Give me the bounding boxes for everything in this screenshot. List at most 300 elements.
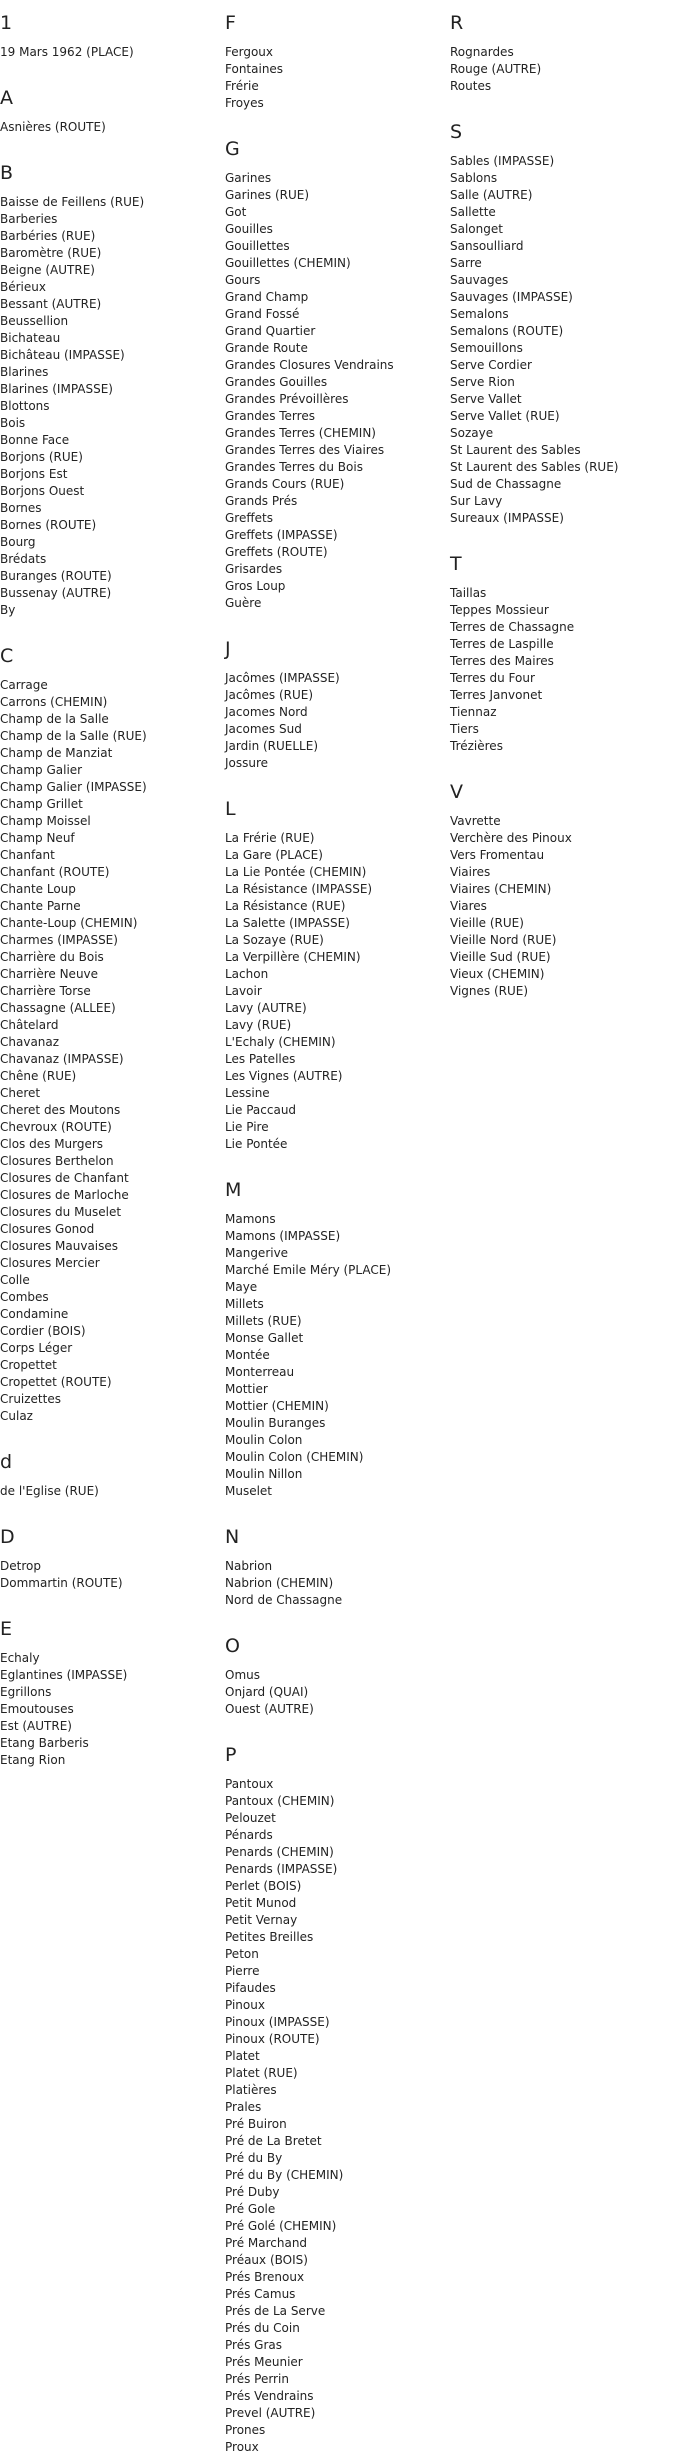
street-link[interactable]: Barbéries (RUE) (0, 229, 96, 243)
street-link[interactable]: L'Echaly (CHEMIN) (225, 1035, 336, 1049)
street-link[interactable]: Charrière Torse (0, 984, 91, 998)
street-link[interactable]: Lavy (RUE) (225, 1018, 292, 1032)
street-link[interactable]: Champ Moissel (0, 814, 91, 828)
street-link[interactable]: Verchère des Pinoux (450, 831, 572, 845)
street-link[interactable]: Vieux (CHEMIN) (450, 967, 545, 981)
street-link[interactable]: Jardin (RUELLE) (225, 739, 319, 753)
street-link[interactable]: Sauvages (450, 273, 509, 287)
letter-section (225, 798, 445, 1153)
street-link[interactable]: Gouillettes (CHEMIN) (225, 256, 351, 270)
street-link[interactable]: Serve Vallet (450, 392, 522, 406)
street-link[interactable]: Chevroux (ROUTE) (0, 1120, 112, 1134)
street-link[interactable]: Pré de La Bretet (225, 2134, 322, 2148)
street-link[interactable]: Vieille Sud (RUE) (450, 950, 551, 964)
street-link[interactable]: Asnières (ROUTE) (0, 120, 106, 134)
street-link[interactable]: Charmes (IMPASSE) (0, 933, 118, 947)
street-link[interactable]: Lessine (225, 1086, 270, 1100)
street-link[interactable]: Terres de Laspille (450, 637, 554, 651)
street-link[interactable]: Maye (225, 1280, 258, 1294)
street-link[interactable]: Mamons (IMPASSE) (225, 1229, 341, 1243)
street-link[interactable]: Greffets (IMPASSE) (225, 528, 338, 542)
street-link[interactable]: Carrons (CHEMIN) (0, 695, 108, 709)
street-link[interactable]: Salle (AUTRE) (450, 188, 533, 202)
letter-section (450, 781, 670, 1000)
street-link[interactable]: Baromètre (RUE) (0, 246, 102, 260)
street-link[interactable]: Sablons (450, 171, 498, 185)
street-link[interactable]: Pré Gole (225, 2202, 276, 2216)
street-list (225, 170, 445, 612)
street-link[interactable]: Buranges (ROUTE) (0, 569, 112, 583)
street-link[interactable]: Millets (225, 1297, 264, 1311)
street-link[interactable]: Champ de la Salle (0, 712, 109, 726)
letter-section (225, 1179, 445, 1500)
street-link[interactable]: Moulin Nillon (225, 1467, 303, 1481)
street-link[interactable]: Pantoux (CHEMIN) (225, 1794, 335, 1808)
street-link[interactable]: Grand Fossé (225, 307, 300, 321)
street-link[interactable]: Mottier (225, 1382, 268, 1396)
street-link[interactable]: Ouest (AUTRE) (225, 1702, 314, 1716)
street-link[interactable]: Terres du Four (450, 671, 535, 685)
street-link[interactable]: Serve Cordier (450, 358, 532, 372)
street-link[interactable]: Greffets (225, 511, 273, 525)
street-link[interactable]: Prés Vendrains (225, 2389, 314, 2403)
street-link[interactable]: Pierre (225, 1964, 260, 1978)
street-link[interactable]: By (0, 603, 16, 617)
section-letter-heading: S (450, 121, 463, 143)
street-link[interactable]: Les Patelles (225, 1052, 296, 1066)
street-link[interactable]: Beigne (AUTRE) (0, 263, 95, 277)
street-link[interactable]: Gouilles (225, 222, 273, 236)
street-link[interactable]: Jacômes (RUE) (225, 688, 314, 702)
street-link[interactable]: Trézières (450, 739, 503, 753)
street-link[interactable]: Petit Munod (225, 1896, 297, 1910)
street-link[interactable]: Chante-Loup (CHEMIN) (0, 916, 138, 930)
street-link[interactable]: Lavoir (225, 984, 262, 998)
street-link[interactable]: Semalons (450, 307, 509, 321)
street-link[interactable]: Charrière du Bois (0, 950, 104, 964)
street-list (225, 1558, 445, 1609)
street-list (0, 194, 220, 619)
street-link[interactable]: Nabrion (225, 1559, 273, 1573)
street-link[interactable]: Chanfant (ROUTE) (0, 865, 110, 879)
street-link[interactable]: Pantoux (225, 1777, 274, 1791)
street-link[interactable]: Semouillons (450, 341, 523, 355)
street-link[interactable]: Pinoux (ROUTE) (225, 2032, 320, 2046)
letter-section (0, 1451, 220, 1500)
street-link[interactable]: Bourg (0, 535, 36, 549)
street-link[interactable]: Viares (450, 899, 487, 913)
section-letter-heading: M (225, 1179, 242, 1201)
street-link[interactable]: Lavy (AUTRE) (225, 1001, 307, 1015)
street-link[interactable]: Emoutouses (0, 1702, 74, 1716)
street-link[interactable]: Teppes Mossieur (450, 603, 549, 617)
street-link[interactable]: Got (225, 205, 247, 219)
street-link[interactable]: Champ Galier (IMPASSE) (0, 780, 147, 794)
letter-section (225, 12, 445, 112)
street-link[interactable]: Cheret des Moutons (0, 1103, 121, 1117)
street-link[interactable]: Pinoux (225, 1998, 265, 2012)
street-link[interactable]: Champ Galier (0, 763, 83, 777)
letter-section (450, 553, 670, 755)
street-link[interactable]: Omus (225, 1668, 260, 1682)
street-link[interactable]: Chêne (RUE) (0, 1069, 77, 1083)
street-link[interactable]: La Résistance (IMPASSE) (225, 882, 373, 896)
street-link[interactable]: La Gare (PLACE) (225, 848, 323, 862)
street-link[interactable]: Pelouzet (225, 1811, 276, 1825)
street-link[interactable]: Garines (RUE) (225, 188, 310, 202)
letter-section (225, 138, 445, 612)
street-link[interactable]: Bonne Face (0, 433, 70, 447)
street-link[interactable]: Penards (CHEMIN) (225, 1845, 334, 1859)
street-link[interactable]: Nabrion (CHEMIN) (225, 1576, 334, 1590)
street-link[interactable]: Closures Mauvaises (0, 1239, 119, 1253)
street-link[interactable]: Les Vignes (AUTRE) (225, 1069, 343, 1083)
section-letter-heading: 1 (0, 12, 13, 34)
street-link[interactable]: Sarre (450, 256, 482, 270)
street-link[interactable]: Frérie (225, 79, 259, 93)
street-list (225, 830, 445, 1153)
street-link[interactable]: Bussenay (AUTRE) (0, 586, 112, 600)
street-link[interactable]: Serve Rion (450, 375, 515, 389)
street-link[interactable]: Prones (225, 2423, 266, 2437)
street-link[interactable]: Onjard (QUAI) (225, 1685, 309, 1699)
street-link[interactable]: Monse Gallet (225, 1331, 304, 1345)
street-link[interactable]: Prés du Coin (225, 2321, 300, 2335)
section-letter-heading: G (225, 138, 240, 160)
street-link[interactable]: Gros Loup (225, 579, 286, 593)
street-link[interactable]: Clos des Murgers (0, 1137, 104, 1151)
index-column-3 (450, 0, 670, 1000)
street-link[interactable]: Petites Breilles (225, 1930, 314, 1944)
street-link[interactable]: Vieille Nord (RUE) (450, 933, 557, 947)
section-letter-heading: E (0, 1618, 13, 1640)
section-letter-heading: A (0, 87, 13, 109)
letter-section (225, 1744, 445, 2456)
street-link[interactable]: Sallette (450, 205, 496, 219)
street-link[interactable]: Platières (225, 2083, 277, 2097)
street-link[interactable]: Millets (RUE) (225, 1314, 302, 1328)
street-list (225, 1667, 445, 1718)
street-link[interactable]: Etang Rion (0, 1753, 66, 1767)
street-link[interactable]: Grandes Terres (CHEMIN) (225, 426, 376, 440)
street-link[interactable]: St Laurent des Sables (450, 443, 581, 457)
street-link[interactable]: Sansoulliard (450, 239, 524, 253)
street-link[interactable]: Mottier (CHEMIN) (225, 1399, 329, 1413)
street-link[interactable]: Closures Berthelon (0, 1154, 114, 1168)
street-list (450, 44, 670, 95)
street-link[interactable]: La Sozaye (RUE) (225, 933, 324, 947)
street-link[interactable]: Grand Quartier (225, 324, 316, 338)
street-link[interactable]: Closures Gonod (0, 1222, 95, 1236)
street-link[interactable]: Champ Neuf (0, 831, 75, 845)
section-letter-heading: L (225, 798, 236, 820)
letter-section (0, 12, 220, 61)
street-link[interactable]: de l'Eglise (RUE) (0, 1484, 99, 1498)
street-link[interactable]: Pré du By (CHEMIN) (225, 2168, 344, 2182)
street-link[interactable]: Terres de Chassagne (450, 620, 575, 634)
street-link[interactable]: Platet (RUE) (225, 2066, 298, 2080)
section-letter-heading: P (225, 1744, 237, 1766)
street-link[interactable]: Prevel (AUTRE) (225, 2406, 316, 2420)
street-link[interactable]: Chassagne (ALLEE) (0, 1001, 116, 1015)
street-link[interactable]: Bérieux (0, 280, 46, 294)
street-list (450, 585, 670, 755)
section-letter-heading: V (450, 781, 463, 803)
street-link[interactable]: Colle (0, 1273, 30, 1287)
street-link[interactable]: Egrillons (0, 1685, 52, 1699)
street-link[interactable]: Grande Route (225, 341, 308, 355)
street-list (450, 153, 670, 527)
street-link[interactable]: Prales (225, 2100, 262, 2114)
street-link[interactable]: Pré Duby (225, 2185, 280, 2199)
street-link[interactable]: Chavanaz (0, 1035, 60, 1049)
street-link[interactable]: Est (AUTRE) (0, 1719, 72, 1733)
street-link[interactable]: Préaux (BOIS) (225, 2253, 308, 2267)
letter-section (450, 121, 670, 527)
street-link[interactable]: Closures Mercier (0, 1256, 100, 1270)
street-link[interactable]: Jacômes (IMPASSE) (225, 671, 340, 685)
street-link[interactable]: Baisse de Feillens (RUE) (0, 195, 145, 209)
street-link[interactable]: Chante Parne (0, 899, 81, 913)
street-link[interactable]: Beussellion (0, 314, 69, 328)
letter-section (0, 1618, 220, 1769)
street-link[interactable]: Closures de Chanfant (0, 1171, 129, 1185)
street-link[interactable]: Mamons (225, 1212, 276, 1226)
street-link[interactable]: Culaz (0, 1409, 33, 1423)
street-link[interactable]: Petit Vernay (225, 1913, 298, 1927)
street-link[interactable]: Carrage (0, 678, 48, 692)
street-link[interactable]: Closures du Muselet (0, 1205, 122, 1219)
street-link[interactable]: Montée (225, 1348, 270, 1362)
street-link[interactable]: Chanfant (0, 848, 55, 862)
street-link[interactable]: Mangerive (225, 1246, 289, 1260)
street-list (225, 1776, 445, 2456)
street-list (0, 677, 220, 1425)
street-link[interactable]: Bichateau (0, 331, 61, 345)
street-link[interactable]: Pifaudes (225, 1981, 276, 1995)
street-link[interactable]: Sur Lavy (450, 494, 503, 508)
street-link[interactable]: Bornes (0, 501, 42, 515)
street-link[interactable]: Pré Golé (CHEMIN) (225, 2219, 337, 2233)
street-link[interactable]: Champ de la Salle (RUE) (0, 729, 147, 743)
street-link[interactable]: St Laurent des Sables (RUE) (450, 460, 619, 474)
index-column-2 (225, 0, 445, 2456)
street-link[interactable]: Bornes (ROUTE) (0, 518, 97, 532)
street-link[interactable]: Cruizettes (0, 1392, 61, 1406)
street-link[interactable]: Grandes Terres du Bois (225, 460, 363, 474)
street-link[interactable]: Sauvages (IMPASSE) (450, 290, 573, 304)
street-link[interactable]: Grands Prés (225, 494, 298, 508)
street-list (0, 44, 220, 61)
index-column-1 (0, 0, 220, 1769)
street-link[interactable]: La Lie Pontée (CHEMIN) (225, 865, 367, 879)
street-link[interactable]: Routes (450, 79, 492, 93)
street-link[interactable]: Chavanaz (IMPASSE) (0, 1052, 124, 1066)
street-link[interactable]: Salonget (450, 222, 503, 236)
street-link[interactable]: Pénards (225, 1828, 273, 1842)
street-link[interactable]: Blarines (0, 365, 49, 379)
street-link[interactable]: Cropettet (ROUTE) (0, 1375, 112, 1389)
street-link[interactable]: Gouillettes (225, 239, 290, 253)
letter-section (0, 645, 220, 1425)
street-link[interactable]: Lie Pontée (225, 1137, 288, 1151)
street-link[interactable]: La Verpillère (CHEMIN) (225, 950, 361, 964)
street-link[interactable]: Vavrette (450, 814, 501, 828)
street-link[interactable]: Vieille (RUE) (450, 916, 524, 930)
street-link[interactable]: Grisardes (225, 562, 283, 576)
street-list (0, 119, 220, 136)
street-link[interactable]: Grandes Prévoillères (225, 392, 349, 406)
street-list (0, 1558, 220, 1592)
street-link[interactable]: Tiers (450, 722, 479, 736)
street-link[interactable]: Peton (225, 1947, 259, 1961)
street-link[interactable]: Garines (225, 171, 272, 185)
street-link[interactable]: Echaly (0, 1651, 40, 1665)
section-letter-heading: O (225, 1635, 240, 1657)
street-link[interactable]: Cropettet (0, 1358, 57, 1372)
street-link[interactable]: Corps Léger (0, 1341, 73, 1355)
street-link[interactable]: Viaires (CHEMIN) (450, 882, 552, 896)
street-link[interactable]: Grandes Closures Vendrains (225, 358, 394, 372)
street-link[interactable]: Tiennaz (450, 705, 497, 719)
section-letter-heading: J (225, 638, 231, 660)
street-link[interactable]: La Salette (IMPASSE) (225, 916, 350, 930)
street-link[interactable]: Detrop (0, 1559, 41, 1573)
street-link[interactable]: Froyes (225, 96, 264, 110)
street-link[interactable]: Combes (0, 1290, 49, 1304)
street-link[interactable]: Pré Buiron (225, 2117, 287, 2131)
street-link[interactable]: Jacomes Nord (225, 705, 308, 719)
street-link[interactable]: Vignes (RUE) (450, 984, 529, 998)
street-link[interactable]: Prés Perrin (225, 2372, 289, 2386)
street-link[interactable]: Pré du By (225, 2151, 283, 2165)
street-link[interactable]: Lie Pire (225, 1120, 269, 1134)
street-link[interactable]: Guère (225, 596, 262, 610)
street-link[interactable]: Cheret (0, 1086, 41, 1100)
street-link[interactable]: Rognardes (450, 45, 514, 59)
street-link[interactable]: Jossure (225, 756, 269, 770)
street-link[interactable]: Platet (225, 2049, 260, 2063)
street-link[interactable]: Viaires (450, 865, 491, 879)
letter-section (0, 162, 220, 619)
street-link[interactable]: Moulin Colon (225, 1433, 303, 1447)
street-link[interactable]: Borjons Est (0, 467, 68, 481)
street-link[interactable]: Vers Fromentau (450, 848, 545, 862)
street-list (0, 1650, 220, 1769)
street-link[interactable]: Grandes Terres (225, 409, 315, 423)
street-link[interactable]: Moulin Colon (CHEMIN) (225, 1450, 364, 1464)
letter-section (0, 1526, 220, 1592)
street-link[interactable]: Champ Grillet (0, 797, 83, 811)
street-link[interactable]: Lie Paccaud (225, 1103, 297, 1117)
street-link[interactable]: Blottons (0, 399, 50, 413)
street-link[interactable]: Muselet (225, 1484, 273, 1498)
street-link[interactable]: Fergoux (225, 45, 274, 59)
section-letter-heading: T (450, 553, 462, 575)
letter-section (225, 1635, 445, 1718)
street-link[interactable]: Bichâteau (IMPASSE) (0, 348, 125, 362)
street-link[interactable]: Marché Emile Méry (PLACE) (225, 1263, 392, 1277)
street-link[interactable]: Gours (225, 273, 261, 287)
street-link[interactable]: Penards (IMPASSE) (225, 1862, 338, 1876)
street-link[interactable]: Sozaye (450, 426, 494, 440)
street-link[interactable]: Eglantines (IMPASSE) (0, 1668, 128, 1682)
street-link[interactable]: Dommartin (ROUTE) (0, 1576, 123, 1590)
street-link[interactable]: Prés de La Serve (225, 2304, 326, 2318)
street-link[interactable]: Sables (IMPASSE) (450, 154, 555, 168)
street-link[interactable]: Grands Cours (RUE) (225, 477, 345, 491)
street-link[interactable]: Jacomes Sud (225, 722, 302, 736)
street-link[interactable]: Bessant (AUTRE) (0, 297, 102, 311)
street-list (225, 44, 445, 112)
letter-section (0, 87, 220, 136)
street-link[interactable]: Barberies (0, 212, 58, 226)
street-list (450, 813, 670, 1000)
street-link[interactable]: Closures de Marloche (0, 1188, 129, 1202)
street-link[interactable]: Monterreau (225, 1365, 295, 1379)
street-link[interactable]: Prés Brenoux (225, 2270, 305, 2284)
street-link[interactable]: Serve Vallet (RUE) (450, 409, 560, 423)
street-link[interactable]: Sureaux (IMPASSE) (450, 511, 564, 525)
street-link[interactable]: 19 Mars 1962 (PLACE) (0, 45, 134, 59)
street-link[interactable]: Bois (0, 416, 26, 430)
street-link[interactable]: Châtelard (0, 1018, 59, 1032)
street-link[interactable]: Sud de Chassagne (450, 477, 562, 491)
street-link[interactable]: Charrière Neuve (0, 967, 99, 981)
street-list (0, 1483, 220, 1500)
street-link[interactable]: Grandes Gouilles (225, 375, 328, 389)
street-link[interactable]: Pinoux (IMPASSE) (225, 2015, 330, 2029)
street-link[interactable]: Chante Loup (0, 882, 76, 896)
street-link[interactable]: La Résistance (RUE) (225, 899, 346, 913)
street-link[interactable]: Proux (225, 2440, 259, 2454)
section-letter-heading: D (0, 1526, 15, 1548)
section-letter-heading: F (225, 12, 236, 34)
street-link[interactable]: Greffets (ROUTE) (225, 545, 328, 559)
street-link[interactable]: Moulin Buranges (225, 1416, 326, 1430)
street-link[interactable]: Brédats (0, 552, 47, 566)
street-link[interactable]: Condamine (0, 1307, 69, 1321)
street-link[interactable]: Borjons Ouest (0, 484, 85, 498)
street-link[interactable]: La Frérie (RUE) (225, 831, 315, 845)
street-link[interactable]: Champ de Manziat (0, 746, 113, 760)
street-link[interactable]: Cordier (BOIS) (0, 1324, 86, 1338)
street-link[interactable]: Semalons (ROUTE) (450, 324, 564, 338)
street-link[interactable]: Terres Janvonet (450, 688, 543, 702)
street-link[interactable]: Perlet (BOIS) (225, 1879, 302, 1893)
street-link[interactable]: Terres des Maires (450, 654, 554, 668)
section-letter-heading: R (450, 12, 464, 34)
street-link[interactable]: Rouge (AUTRE) (450, 62, 542, 76)
section-letter-heading: B (0, 162, 14, 184)
street-link[interactable]: Lachon (225, 967, 269, 981)
street-link[interactable]: Prés Camus (225, 2287, 296, 2301)
street-list (225, 1211, 445, 1500)
street-link[interactable]: Fontaines (225, 62, 284, 76)
street-link[interactable]: Taillas (450, 586, 487, 600)
street-link[interactable]: Prés Meunier (225, 2355, 303, 2369)
section-letter-heading: d (0, 1451, 13, 1473)
letter-section (225, 638, 445, 772)
street-link[interactable]: Prés Gras (225, 2338, 282, 2352)
street-link[interactable]: Pré Marchand (225, 2236, 308, 2250)
street-link[interactable]: Borjons (RUE) (0, 450, 83, 464)
street-link[interactable]: Blarines (IMPASSE) (0, 382, 113, 396)
street-link[interactable]: Etang Barberis (0, 1736, 89, 1750)
street-link[interactable]: Grand Champ (225, 290, 309, 304)
street-link[interactable]: Grandes Terres des Viaires (225, 443, 385, 457)
street-link[interactable]: Nord de Chassagne (225, 1593, 343, 1607)
